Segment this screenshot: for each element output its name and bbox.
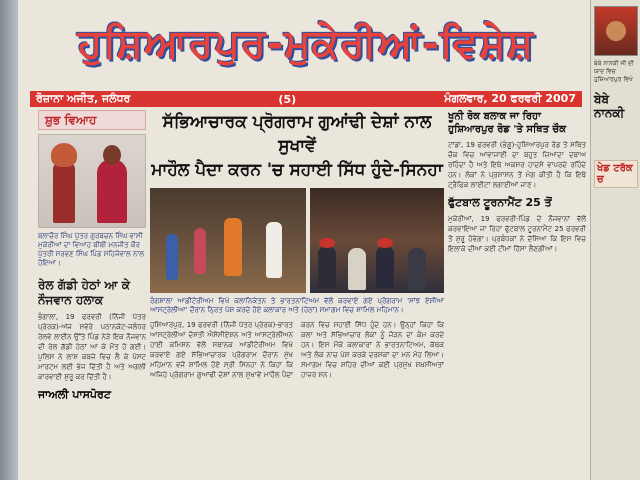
audience-member [408,248,426,290]
photo-pair [150,188,444,293]
portrait-caption: ਬੇਬੇ ਨਾਨਕੀ ਜੀ ਦੀ ਯਾਦ ਵਿਚ ਹੁਸ਼ਿਆਰਪੁਰ ਵਿਖੇ [594,60,634,83]
adjacent-headline: ਬੇਬੇ ਨਾਨਕੀ [594,92,625,120]
football-body: ਮੁਕੇਰੀਆਂ, 19 ਫਰਵਰੀ-ਪਿੰਡ ਦੇ ਨੌਜਵਾਨਾਂ ਵੱਲੋਂ ਕਰਵਾਇਆ ਜਾ ਰਿਹਾ ਫੁੱਟਬਾਲ ਟੂਰਨਾਮੈਂਟ 25 ਫਰਵਰੀ ਤੋਂ ਸ਼ੁਰੂ ਹੋਵੇਗਾ। ਪ੍ਰਬੰਧਕਾਂ ਨੇ ਦੱਸਿਆ ਕਿ ਇਸ ਵਿਚ ਇਲਾਕੇ ਦੀਆਂ ਕਈ ਟੀਮਾਂ ਹਿੱਸਾ ਲੈਣਗੀਆਂ। [448,215,586,253]
photo-caption: ਰੰਗਸ਼ਾਲਾ ਆਡੀਟੋਰੀਅਮ ਵਿਖੇ ਕਲਾਨਿਕੇਤਨ ਤੇ ਭਾਰਤਨਾਟਿਅਮ ਵੱਲੋਂ ਕਰਵਾਏ ਗਏ ਪ੍ਰੋਗਰਾਮ 'ਸਾਂਝ ਏਸ਼ੀਆ ਆਸਟ੍ਰੇਲੀਆ' ਦੌਰਾਨ ਨ੍ਰਿਤ ਪੇਸ਼ ਕਰਦੇ ਹੋਏ ਕਲਾਕਾਰ ਅਤੇ (ਹੇਠਾਂ) ਸਮਾਗਮ ਵਿਚ ਸ਼ਾਮਿਲ ਮਹਿਮਾਨ। [150,297,444,314]
football-headline: ਫੁੱਟਬਾਲ ਟੂਰਨਾਮੈਂਟ 25 ਤੋਂ [448,196,552,209]
dance-performance-photo [150,188,306,293]
turban [377,238,393,248]
road-junction-headline: ਖੂਨੀ ਰੋਕ ਬਲਾਕ ਜਾ ਰਿਹਾ ਹੁਸ਼ਿਆਰਪੁਰ ਰੋਡ 'ਤੇ ਸਥਿਤ ਚੌਕ [448,111,567,135]
bride-figure [97,159,127,223]
page-number: (5) [278,92,297,106]
groom-figure [53,163,75,223]
fake-passport-headline: ਜਾਅਲੀ ਪਾਸਪੋਰਟ [38,388,111,401]
main-headline-line1: ਸੱਭਿਆਚਾਰਕ ਪ੍ਰੋਗਰਾਮ ਗੁਆਂਢੀ ਦੇਸ਼ਾਂ ਨਾਲ ਸੁਖਾਵੇਂ [162,112,432,156]
paper-name: ਰੋਜ਼ਾਨਾ ਅਜੀਤ, ਜਲੰਧਰ [36,92,131,105]
wedding-section-title: ਸ਼ੁਭ ਵਿਆਹ [38,110,146,130]
masthead [28,8,584,80]
wedding-caption: ਬਲਾਚੌਰ ਸਿੰਘ ਪੁੱਤਰ ਗੁਰਬਚਨ ਸਿੰਘ ਵਾਸੀ ਮੁਕੇਰੀਆਂ ਦਾ ਵਿਆਹ ਬੀਬੀ ਮਨਜੀਤ ਕੌਰ ਪੁੱਤਰੀ ਸਰਵਣ ਸਿੰਘ ਪਿੰਡ ਸਹਿਜੋਵਾਲ ਨਾਲ ਹੋਇਆ। [38,232,144,267]
main-article-body: ਹੁਸ਼ਿਆਰਪੁਰ, 19 ਫਰਵਰੀ (ਨਿੱਜੀ ਪੱਤਰ ਪ੍ਰੇਰਕ)-ਭਾਰਤ ਆਸਟ੍ਰੇਲੀਆ ਦੋਸਤੀ ਐਸੋਸੀਏਸ਼ਨ ਅਤੇ ਆਸਟ੍ਰੇਲੀਅਨ ਹਾਈ ਕਮਿਸ਼ਨ ਵੱਲੋਂ ਸਥਾਨਕ ਆਡੀਟੋਰੀਅਮ ਵਿਖੇ ਕਰਵਾਏ ਗਏ ਸੱਭਿਆਚਾਰਕ ਪ੍ਰੋਗਰਾਮ ਦੌਰਾਨ ਮੁੱਖ ਮਹਿਮਾਨ ਵਜੋਂ ਸ਼ਾਮਿਲ ਹੋਏ ਸ੍ਰੀ ਸਿਨਹਾ ਨੇ ਕਿਹਾ ਕਿ ਅਜਿਹੇ ਪ੍ਰੋਗਰਾਮ ਗੁਆਂਢੀ ਦੇਸ਼ਾਂ ਨਾਲ ਸੁਖਾਵੇਂ ਮਾਹੌਲ ਪੈਦਾ ਕਰਨ ਵਿਚ ਸਹਾਈ ਸਿੱਧ ਹੁੰਦੇ ਹਨ। ਉਨ੍ਹਾਂ ਕਿਹਾ ਕਿ ਕਲਾ ਅਤੇ ਸੱਭਿਆਚਾਰ ਲੋਕਾਂ ਨੂੰ ਜੋੜਨ ਦਾ ਕੰਮ ਕਰਦੇ ਹਨ। ਇਸ ਮੌਕੇ ਕਲਾਕਾਰਾਂ ਨੇ ਭਾਰਤਨਾਟਿਅਮ, ਕੱਥਕ ਅਤੇ ਲੋਕ ਨਾਚ ਪੇਸ਼ ਕਰਕੇ ਦਰਸ਼ਕਾਂ ਦਾ ਮਨ ਮੋਹ ਲਿਆ। ਸਮਾਗਮ ਵਿਚ ਸ਼ਹਿਰ ਦੀਆਂ ਕਈ ਪ੍ਰਮੁੱਖ ਸ਼ਖ਼ਸੀਅਤਾਂ ਹਾਜ਼ਰ ਸਨ। [150,321,444,379]
train-accident-headline: ਰੇਲ ਗੱਡੀ ਹੇਠਾਂ ਆ ਕੇ ਨੌਜਵਾਨ ਹਲਾਕ [38,278,130,307]
portrait-photo [594,6,638,56]
issue-date: ਮੰਗਲਵਾਰ, 20 ਫਰਵਰੀ 2007 [444,92,576,105]
portrait-face [606,21,626,41]
dancer-figure [194,228,206,274]
groom-turban [51,143,77,167]
left-column [38,110,146,480]
page-edge [0,0,18,480]
audience-photo [310,188,444,293]
adjacent-boxed-headline: ਖੇਡ ਟਰੱਕ ਚ [594,160,638,188]
dancer-figure [224,218,242,276]
masthead-title: ਹੁਸ਼ਿਆਰਪੁਰ-ਮੁਕੇਰੀਆਂ-ਵਿਸ਼ੇਸ਼ [77,21,535,67]
bride-head [103,145,121,165]
road-junction-body: ਟਾਂਡਾ, 19 ਫਰਵਰੀ (ਭੰਗੂ)-ਹੁਸ਼ਿਆਰਪੁਰ ਰੋਡ ਤੇ ਸਥਿਤ ਚੌਕ ਵਿਚ ਆਵਾਜਾਈ ਦਾ ਬਹੁਤ ਜ਼ਿਆਦਾ ਦਬਾਅ ਰਹਿੰਦਾ ਹੈ ਅਤੇ ਇਥੇ ਅਕਸਰ ਹਾਦਸੇ ਵਾਪਰਦੇ ਰਹਿੰਦੇ ਹਨ। ਲੋਕਾਂ ਨੇ ਪ੍ਰਸ਼ਾਸਨ ਤੋਂ ਮੰਗ ਕੀਤੀ ਹੈ ਕਿ ਇਥੇ ਟ੍ਰੈਫਿਕ ਲਾਈਟਾਂ ਲਗਾਈਆਂ ਜਾਣ। [448,141,586,189]
turban [319,238,335,248]
audience-member [318,246,336,288]
dateline-bar [30,91,582,107]
audience-member [376,246,394,288]
dancer-figure [266,222,282,278]
wedding-photo [38,134,146,228]
audience-member [348,248,366,290]
main-headline-line2: ਮਾਹੌਲ ਪੈਦਾ ਕਰਨ 'ਚ ਸਹਾਈ ਸਿੱਧ ਹੁੰਦੇ-ਸਿਨਹਾ [151,160,443,180]
dancer-figure [166,234,178,280]
right-article-column [448,110,586,480]
adjacent-page-strip [590,0,640,480]
center-column [150,110,444,480]
train-accident-body: ਭੰਗਾਲਾ, 19 ਫਰਵਰੀ (ਨਿੱਜੀ ਪੱਤਰ ਪ੍ਰੇਰਕ)-ਅੱਜ ਸਵੇਰੇ ਪਠਾਨਕੋਟ-ਜਲੰਧਰ ਰੇਲਵੇ ਲਾਈਨ ਉੱਤੇ ਪਿੰਡ ਨੇੜੇ ਇਕ ਨੌਜਵਾਨ ਦੀ ਰੇਲ ਗੱਡੀ ਹੇਠਾਂ ਆ ਕੇ ਮੌਤ ਹੋ ਗਈ। ਪੁਲਿਸ ਨੇ ਲਾਸ਼ ਕਬਜ਼ੇ ਵਿਚ ਲੈ ਕੇ ਪੋਸਟ ਮਾਰਟਮ ਲਈ ਭੇਜ ਦਿੱਤੀ ਹੈ ਅਤੇ ਅਗਲੀ ਕਾਰਵਾਈ ਸ਼ੁਰੂ ਕਰ ਦਿੱਤੀ ਹੈ। [38,313,146,381]
